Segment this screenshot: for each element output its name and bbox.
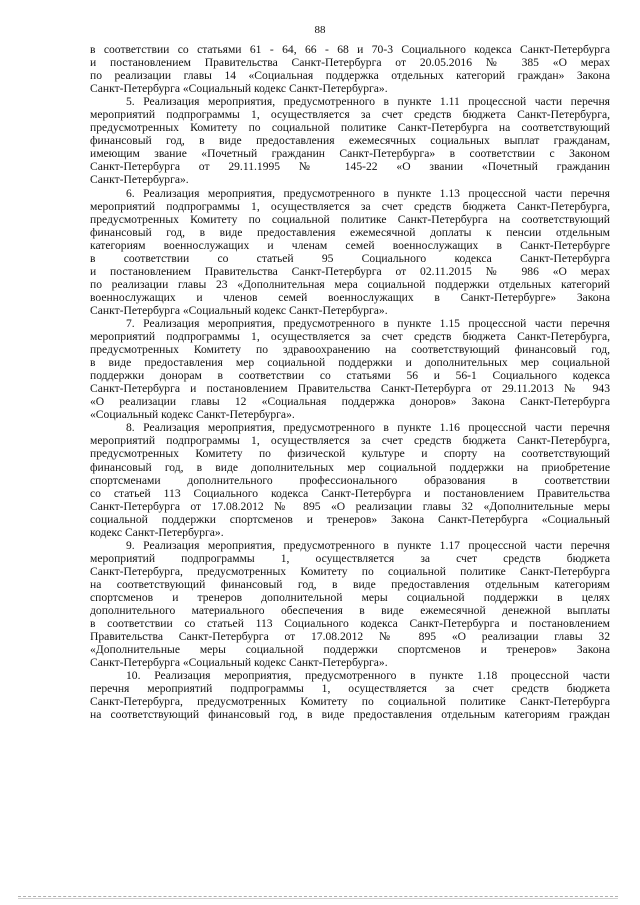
text-line: дополнительного материального обеспечения в виде ежемесячной денежной выплаты [90, 604, 610, 618]
text-line: мероприятий подпрограммы 1, осуществляется за счет средств бюджета Санкт-Петербурга, [90, 108, 610, 122]
text-line: мероприятий подпрограммы 1, осуществляется за счет средств бюджета [90, 551, 610, 565]
text-line: мероприятий подпрограммы 1, осуществляется за счет средств бюджета Санкт-Петербурга, [90, 330, 610, 344]
text-line: 9. Реализация мероприятия, предусмотренного в пункте 1.17 процессной части перечня [126, 538, 610, 552]
text-line: по реализации главы 14 «Социальная поддержка отдельных категорий граждан» Закона [90, 69, 610, 83]
text-line: «О реализации главы 12 «Социальная поддержка доноров» Закона Санкт-Петербурга [90, 395, 610, 409]
text-line: Санкт-Петербурга, предусмотренных Комитету по социальной политике Санкт-Петербурга [90, 695, 610, 709]
text-line: предусмотренных Комитету по социальной политике Санкт-Петербурга на соответствующий [90, 212, 610, 226]
text-line: финансовый год, в виде дополнительных мер социальной поддержки на приобретение [90, 460, 610, 474]
text-line: и постановлением Правительства Санкт-Петербурга от 02.11.2015 № 986 «О мерах [90, 264, 610, 278]
text-line: Санкт-Петербурга от 29.11.1995 № 145-22 «О звании «Почетный гражданин [90, 160, 610, 174]
text-line: Санкт-Петербурга». [90, 173, 189, 187]
text-line: 5. Реализация мероприятия, предусмотренного в пункте 1.11 процессной части перечня [126, 95, 610, 109]
text-line: категориям военнослужащих и членам семей военнослужащих в Санкт-Петербурге [90, 238, 610, 252]
text-line: 8. Реализация мероприятия, предусмотренного в пункте 1.16 процессной части перечня [126, 421, 610, 435]
text-line: со статьей 113 Социального кодекса Санкт-Петербурга и постановлением Правительства [90, 486, 610, 500]
text-line: имеющим звание «Почетный гражданин Санкт-Петербурга» в соответствии с Законом [90, 147, 610, 161]
text-line: предусмотренных Комитету по здравоохранению на соответствующий финансовый год, [90, 343, 610, 357]
text-line: «Социальный кодекс Санкт-Петербурга». [90, 408, 295, 422]
text-line: Санкт-Петербурга «Социальный кодекс Санкт-Петербурга». [90, 82, 388, 96]
text-line: Санкт-Петербурга «Социальный кодекс Санкт-Петербурга». [90, 656, 388, 670]
text-line: и постановлением Правительства Санкт-Петербурга от 20.05.2016 № 385 «О мерах [90, 56, 610, 70]
text-line: финансовый год, в виде предоставления ежемесячной доплаты к пенсии отдельным [90, 225, 610, 239]
text-line: предусмотренных Комитету по физической культуре и спорту на соответствующий [90, 447, 610, 461]
text-line: спортсменами дополнительного профессионального образования в соответствии [90, 473, 610, 487]
text-line: предусмотренных Комитету по социальной политике Санкт-Петербурга на соответствующий [90, 121, 610, 135]
text-line: перечня мероприятий подпрограммы 1, осуществляется за счет средств бюджета [90, 682, 610, 696]
text-line: поддержки донорам в соответствии со статьями 56 и 56-1 Социального кодекса [90, 369, 610, 383]
text-line: в соответствии со статьей 95 Социального кодекса Санкт-Петербурга [90, 251, 610, 265]
text-line: Санкт-Петербурга, предусмотренных Комитету по социальной политике Санкт-Петербурга [90, 564, 610, 578]
text-line: мероприятий подпрограммы 1, осуществляется за счет средств бюджета Санкт-Петербурга, [90, 434, 610, 448]
text-line: мероприятий подпрограммы 1, осуществляется за счет средств бюджета Санкт-Петербурга, [90, 199, 610, 213]
text-line: на соответствующий финансовый год, в виде предоставления отдельным категориям граждан [90, 708, 610, 722]
page-number: 88 [314, 24, 326, 36]
scan-edge-line-lower [18, 898, 618, 899]
text-line: Санкт-Петербурга и постановлением Правительства Санкт-Петербурга от 29.11.2013 № 943 [90, 382, 610, 396]
text-line: в соответствии со статьями 61 - 64, 66 - 68 и 70-3 Социального кодекса Санкт-Петербурга [90, 43, 610, 56]
text-line: Санкт-Петербурга «Социальный кодекс Санкт-Петербурга». [90, 303, 388, 317]
document-body [90, 43, 610, 721]
text-line: 10. Реализация мероприятия, предусмотренного в пункте 1.18 процессной части [126, 669, 610, 683]
scan-edge-line [18, 896, 618, 897]
text-line: финансовый год, в виде предоставления ежемесячных социальных выплат гражданам, [90, 134, 610, 148]
text-line: в соответствии со статьей 113 Социального кодекса Санкт-Петербурга и постановлением [90, 617, 610, 631]
text-line: «Дополнительные меры социальной поддержки спортсменов и тренеров» Закона [90, 643, 610, 657]
text-line: спортсменов и тренеров дополнительной меры социальной поддержки в целях [90, 590, 610, 604]
text-line: 6. Реализация мероприятия, предусмотренного в пункте 1.13 процессной части перечня [126, 186, 610, 200]
text-line: военнослужащих и членов семей военнослужащих в Санкт-Петербурге» Закона [90, 290, 610, 304]
text-line: 7. Реализация мероприятия, предусмотренного в пункте 1.15 процессной части перечня [126, 316, 610, 330]
text-line: на соответствующий финансовый год, в виде предоставления отдельным категориям [90, 577, 610, 591]
text-line: в виде предоставления мер социальной поддержки и дополнительных мер социальной [90, 356, 610, 370]
text-line: по реализации главы 23 «Дополнительная мера социальной поддержки отдельных категорий [90, 277, 610, 291]
text-line: социальной поддержки спортсменов и тренеров» Закона Санкт-Петербурга «Социальный [90, 512, 610, 526]
text-line: кодекс Санкт-Петербурга». [90, 525, 224, 539]
text-line: Правительства Санкт-Петербурга от 17.08.2012 № 895 «О реализации главы 32 [90, 630, 610, 644]
text-line: Санкт-Петербурга от 17.08.2012 № 895 «О реализации главы 32 «Дополнительные меры [90, 499, 610, 513]
